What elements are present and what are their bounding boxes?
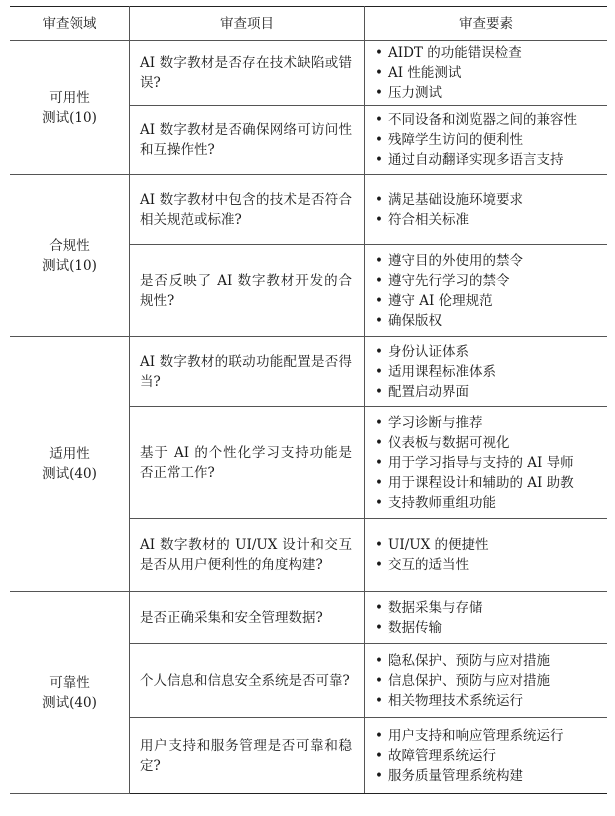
- review-elements-list: [375, 251, 607, 331]
- list-item: • 数据采集与存储: [375, 598, 607, 618]
- list-item: • 交互的适当性: [375, 555, 607, 575]
- list-item: • 遵守先行学习的禁令: [375, 271, 607, 291]
- list-item: • 压力测试: [375, 83, 607, 103]
- list-item: • UI/UX 的便捷性: [375, 535, 607, 555]
- domain-cell: [10, 592, 130, 794]
- header-item: 审查项目: [130, 7, 365, 41]
- table-row: [10, 337, 607, 407]
- list-item: • 身份认证体系: [375, 342, 607, 362]
- list-item: • 隐私保护、预防与应对措施: [375, 651, 607, 671]
- review-item: AI 数字教材的 UI/UX 设计和交互是否从用户便利性的角度构建?: [130, 519, 365, 592]
- domain-score: 测试(10): [42, 257, 97, 274]
- review-elements-cell: [365, 175, 608, 245]
- review-item: 是否反映了 AI 数字教材开发的合规性?: [130, 245, 365, 337]
- list-item: • 遵守 AI 伦理规范: [375, 291, 607, 311]
- review-item: 用户支持和服务管理是否可靠和稳定?: [130, 718, 365, 794]
- review-elements-list: [375, 726, 607, 786]
- review-item: AI 数字教材是否存在技术缺陷或错误?: [130, 41, 365, 106]
- list-item: • 故障管理系统运行: [375, 746, 607, 766]
- review-elements-list: [375, 190, 607, 230]
- list-item: • 学习诊断与推荐: [375, 413, 607, 433]
- review-elements-list: [375, 413, 607, 513]
- list-item: • AIDT 的功能错误检查: [375, 43, 607, 63]
- review-elements-cell: [365, 519, 608, 592]
- header-elements: 审查要素: [365, 7, 608, 41]
- domain-name: 可用性: [49, 89, 90, 106]
- review-elements-cell: [365, 407, 608, 519]
- list-item: • AI 性能测试: [375, 63, 607, 83]
- domain-name: 合规性: [49, 237, 90, 254]
- list-item: • 适用课程标准体系: [375, 362, 607, 382]
- header-domain: 审查领域: [10, 7, 130, 41]
- table-row: [10, 592, 607, 644]
- list-item: • 确保版权: [375, 311, 607, 331]
- domain-score: 测试(40): [42, 466, 97, 482]
- domain-cell: [10, 175, 130, 337]
- table-row: [10, 175, 607, 245]
- review-table: [10, 6, 607, 794]
- table-body: [10, 41, 607, 794]
- review-item: 基于 AI 的个性化学习支持功能是否正常工作?: [130, 407, 365, 519]
- list-item: • 残障学生访问的便利性: [375, 130, 607, 150]
- review-elements-cell: [365, 592, 608, 644]
- list-item: • 相关物理技术系统运行: [375, 691, 607, 711]
- table-row: [10, 41, 607, 106]
- domain-name: 适用性: [49, 446, 90, 462]
- list-item: • 满足基础设施环境要求: [375, 190, 607, 210]
- list-item: • 不同设备和浏览器之间的兼容性: [375, 110, 607, 130]
- domain-score: 测试(40): [42, 694, 97, 711]
- review-item: AI 数字教材的联动功能配置是否得当?: [130, 337, 365, 407]
- review-item: AI 数字教材是否确保网络可访问性和互操作性?: [130, 106, 365, 175]
- table-header-row: [10, 7, 607, 41]
- review-elements-list: [375, 598, 607, 638]
- review-elements-list: [375, 535, 607, 575]
- list-item: • 配置启动界面: [375, 382, 607, 402]
- review-elements-list: [375, 651, 607, 711]
- list-item: • 遵守目的外使用的禁令: [375, 251, 607, 271]
- list-item: • 符合相关标准: [375, 210, 607, 230]
- review-elements-cell: [365, 718, 608, 794]
- review-elements-cell: [365, 245, 608, 337]
- review-elements-list: [375, 43, 607, 103]
- review-elements-cell: [365, 106, 608, 175]
- list-item: • 用户支持和响应管理系统运行: [375, 726, 607, 746]
- review-elements-cell: [365, 644, 608, 718]
- list-item: • 服务质量管理系统构建: [375, 766, 607, 786]
- list-item: • 数据传输: [375, 618, 607, 638]
- review-item: AI 数字教材中包含的技术是否符合相关规范或标准?: [130, 175, 365, 245]
- domain-cell: [10, 41, 130, 175]
- review-item: 是否正确采集和安全管理数据?: [130, 592, 365, 644]
- list-item: • 信息保护、预防与应对措施: [375, 671, 607, 691]
- review-elements-cell: [365, 337, 608, 407]
- review-item: 个人信息和信息安全系统是否可靠?: [130, 644, 365, 718]
- domain-name: 可靠性: [49, 674, 90, 691]
- list-item: • 支持教师重组功能: [375, 493, 607, 513]
- domain-score: 测试(10): [42, 109, 97, 126]
- review-elements-cell: [365, 41, 608, 106]
- list-item: • 用于学习指导与支持的 AI 导师: [375, 453, 607, 473]
- domain-cell: [10, 337, 130, 592]
- list-item: • 用于课程设计和辅助的 AI 助教: [375, 473, 607, 493]
- list-item: • 通过自动翻译实现多语言支持: [375, 150, 607, 170]
- review-elements-list: [375, 110, 607, 170]
- list-item: • 仪表板与数据可视化: [375, 433, 607, 453]
- review-elements-list: [375, 342, 607, 402]
